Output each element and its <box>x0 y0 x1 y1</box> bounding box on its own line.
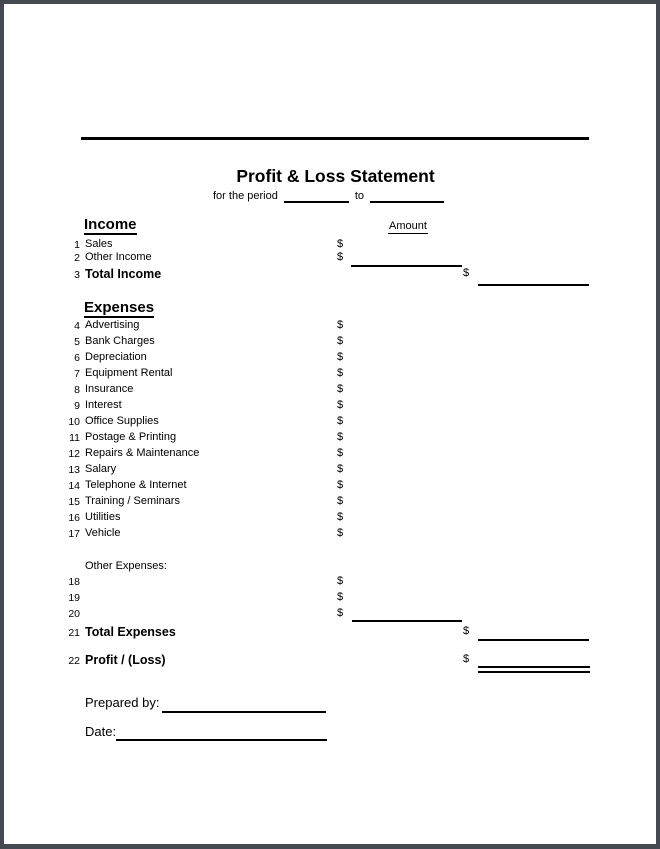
row-label: Depreciation <box>85 351 147 363</box>
dollar-sign: $ <box>337 383 344 395</box>
period-line <box>213 190 444 203</box>
row-number: 16 <box>68 512 80 524</box>
period-end-blank <box>370 201 444 203</box>
row-number: 1 <box>74 239 80 251</box>
date-blank <box>116 739 327 741</box>
row-number: 14 <box>68 480 80 492</box>
row-label: Sales <box>85 238 113 250</box>
row-number: 5 <box>74 336 80 348</box>
expense-row-postage-printing <box>0 431 660 446</box>
expense-row-training-seminars <box>0 495 660 510</box>
dollar-sign: $ <box>337 479 344 491</box>
row-number: 22 <box>68 655 80 667</box>
expense-row-repairs-maintenance <box>0 447 660 462</box>
expense-row-advertising <box>0 319 660 334</box>
row-label: Total Expenses <box>85 625 176 639</box>
expense-row-insurance <box>0 383 660 398</box>
row-number: 13 <box>68 464 80 476</box>
row-number: 9 <box>74 400 80 412</box>
dollar-sign: $ <box>337 431 344 443</box>
row-number: 3 <box>74 269 80 281</box>
dollar-sign: $ <box>337 591 344 603</box>
row-number: 20 <box>68 608 80 620</box>
other-expense-row-19 <box>0 591 660 606</box>
period-to-label: to <box>354 190 365 202</box>
dollar-sign: $ <box>337 575 344 587</box>
row-label: Telephone & Internet <box>85 479 187 491</box>
expense-row-equipment-rental <box>0 367 660 382</box>
row-label: Total Income <box>85 267 162 281</box>
row-label: Office Supplies <box>85 415 159 427</box>
income-total-row <box>0 267 660 282</box>
row-number: 17 <box>68 528 80 540</box>
expense-row-utilities <box>0 511 660 526</box>
prepared-by-blank <box>162 711 326 713</box>
row-label: Salary <box>85 463 117 475</box>
expense-row-bank-charges <box>0 335 660 350</box>
date-label: Date: <box>85 724 117 739</box>
expenses-total-row <box>0 625 660 640</box>
amount-column-header: Amount <box>389 220 427 232</box>
income-section-heading: Income <box>84 216 137 233</box>
row-label: Training / Seminars <box>85 495 180 507</box>
dollar-sign: $ <box>463 653 470 665</box>
row-label: Equipment Rental <box>85 367 173 379</box>
dollar-sign: $ <box>337 527 344 539</box>
period-start-blank <box>284 201 349 203</box>
other-expense-row-20 <box>0 607 660 622</box>
row-number: 8 <box>74 384 80 396</box>
row-number: 18 <box>68 576 80 588</box>
row-label: Other Income <box>85 251 152 263</box>
expense-row-salary <box>0 463 660 478</box>
row-label: Repairs & Maintenance <box>85 447 200 459</box>
row-number: 10 <box>68 416 80 428</box>
row-label: Bank Charges <box>85 335 155 347</box>
expense-row-telephone-internet <box>0 479 660 494</box>
dollar-sign: $ <box>337 335 344 347</box>
other-expenses-heading: Other Expenses: <box>85 560 167 572</box>
row-number: 7 <box>74 368 80 380</box>
dollar-sign: $ <box>337 607 344 619</box>
dollar-sign: $ <box>337 463 344 475</box>
dollar-sign: $ <box>463 625 470 637</box>
income-row-other-income <box>0 251 660 266</box>
expense-row-depreciation <box>0 351 660 366</box>
dollar-sign: $ <box>337 495 344 507</box>
dollar-sign: $ <box>337 367 344 379</box>
header-rule <box>81 137 589 140</box>
row-number: 4 <box>74 320 80 332</box>
profit-loss-double-rule <box>478 666 590 673</box>
row-number: 6 <box>74 352 80 364</box>
row-label: Insurance <box>85 383 134 395</box>
dollar-sign: $ <box>337 447 344 459</box>
other-expense-row-18 <box>0 575 660 590</box>
dollar-sign: $ <box>337 251 344 263</box>
row-number: 11 <box>69 432 80 444</box>
row-number: 21 <box>68 627 80 639</box>
dollar-sign: $ <box>337 511 344 523</box>
expense-row-vehicle <box>0 527 660 542</box>
row-label: Vehicle <box>85 527 121 539</box>
expenses-section-heading: Expenses <box>84 299 155 316</box>
income-total-line <box>478 284 589 286</box>
row-label: Postage & Printing <box>85 431 177 443</box>
row-number: 19 <box>68 592 80 604</box>
expenses-subtotal-line <box>352 620 462 622</box>
row-number: 2 <box>74 252 80 264</box>
row-label: Advertising <box>85 319 140 331</box>
expense-row-office-supplies <box>0 415 660 430</box>
row-label: Interest <box>85 399 122 411</box>
row-label: Utilities <box>85 511 121 523</box>
document-title: Profit & Loss Statement <box>236 166 435 186</box>
expense-row-interest <box>0 399 660 414</box>
dollar-sign: $ <box>337 238 344 250</box>
row-number: 12 <box>68 448 80 460</box>
expenses-total-line <box>478 639 589 641</box>
dollar-sign: $ <box>463 267 470 279</box>
period-prefix-label: for the period <box>213 190 278 202</box>
dollar-sign: $ <box>337 415 344 427</box>
prepared-by-label: Prepared by: <box>85 695 160 710</box>
dollar-sign: $ <box>337 351 344 363</box>
dollar-sign: $ <box>337 399 344 411</box>
row-number: 15 <box>68 496 80 508</box>
dollar-sign: $ <box>337 319 344 331</box>
row-label: Profit / (Loss) <box>85 653 166 667</box>
